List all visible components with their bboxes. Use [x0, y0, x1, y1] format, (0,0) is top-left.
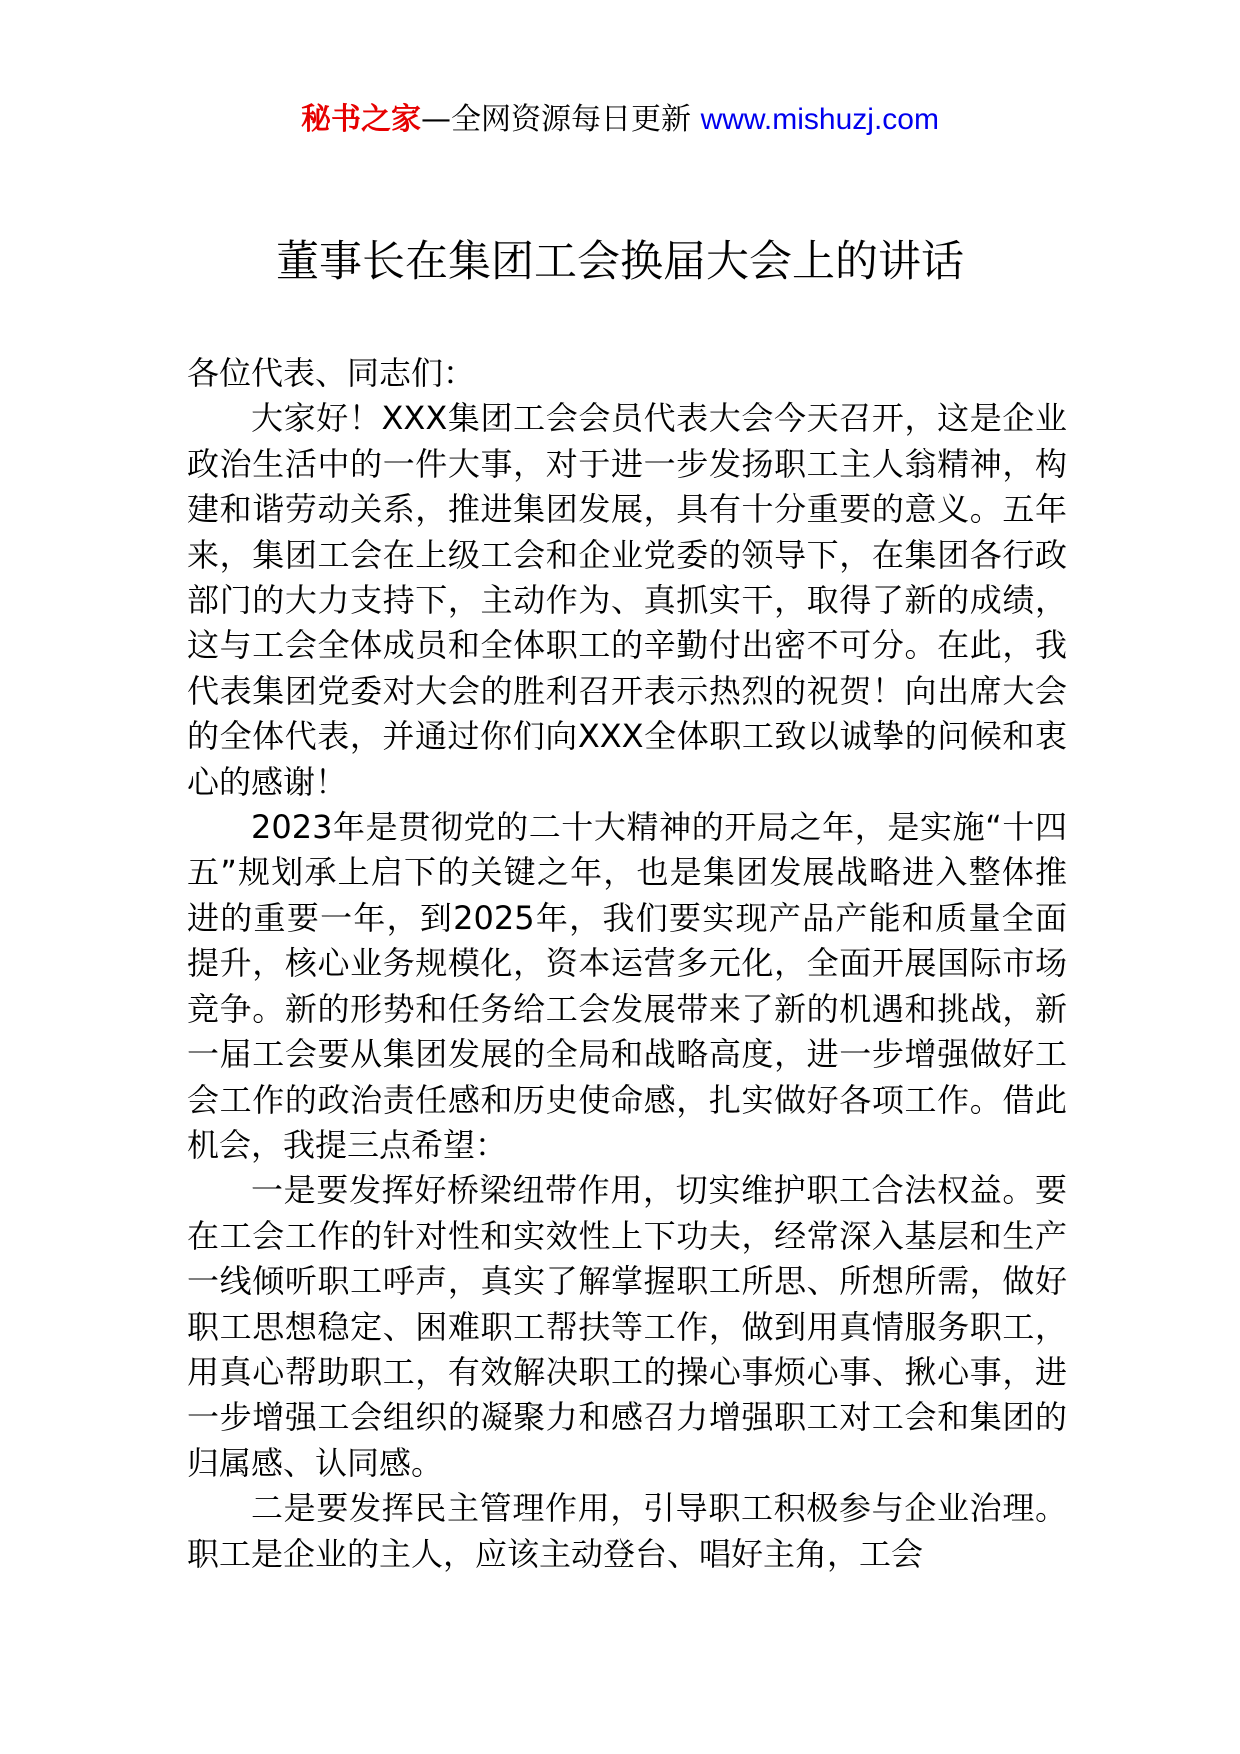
- site-slogan: —全网资源每日更新: [421, 102, 701, 137]
- site-url-link[interactable]: www.mishuzj.com: [700, 103, 939, 136]
- document-title: 董事长在集团工会换届大会上的讲话: [276, 237, 964, 287]
- site-brand: 秘书之家: [301, 102, 422, 137]
- paragraph-1: 大家好！XXX集团工会会员代表大会今天召开，这是企业政治生活中的一件大事，对于进一步发扬职工主人翁精神，构建和谐劳动关系，推进集团发展，具有十分重要的意义。五年来，集团工会在上级工会和企业党委的领导下，在集团各行政部门的大力支持下，主动作为、真抓实干，取得了新的成绩，这与工会全体成员和全体职工的辛勤付出密不可分。在此，我代表集团党委对大会的胜利召开表示热烈的祝贺！向出席大会的全体代表，并通过你们向XXX全体职工致以诚挚的问候和衷心的感谢！: [187, 399, 1067, 801]
- salutation: 各位代表、同志们：: [187, 354, 476, 392]
- site-header: [0, 100, 1240, 140]
- paragraph-4: 二是要发挥民主管理作用，引导职工积极参与企业治理。职工是企业的主人，应该主动登台、唱好主角，工会: [187, 1489, 1067, 1573]
- paragraph-2: 2023年是贯彻党的二十大精神的开局之年，是实施“十四五”规划承上启下的关键之年，也是集团发展战略进入整体推进的重要一年，到2025年，我们要实现产品产能和质量全面提升，核心业务规模化，资本运营多元化，全面开展国际市场竞争。新的形势和任务给工会发展带来了新的机遇和挑战，新一届工会要从集团发展的全局和战略高度，进一步增强做好工会工作的政治责任感和历史使命感，扎实做好各项工作。借此机会，我提三点希望：: [187, 808, 1067, 1164]
- paragraph-3: 一是要发挥好桥梁纽带作用，切实维护职工合法权益。要在工会工作的针对性和实效性上下功夫，经常深入基层和生产一线倾听职工呼声，真实了解掌握职工所思、所想所需，做好职工思想稳定、困难职工帮扶等工作，做到用真情服务职工，用真心帮助职工，有效解决职工的操心事烦心事、揪心事，进一步增强工会组织的凝聚力和感召力增强职工对工会和集团的归属感、认同感。: [187, 1171, 1067, 1482]
- document-body: [187, 351, 1067, 1577]
